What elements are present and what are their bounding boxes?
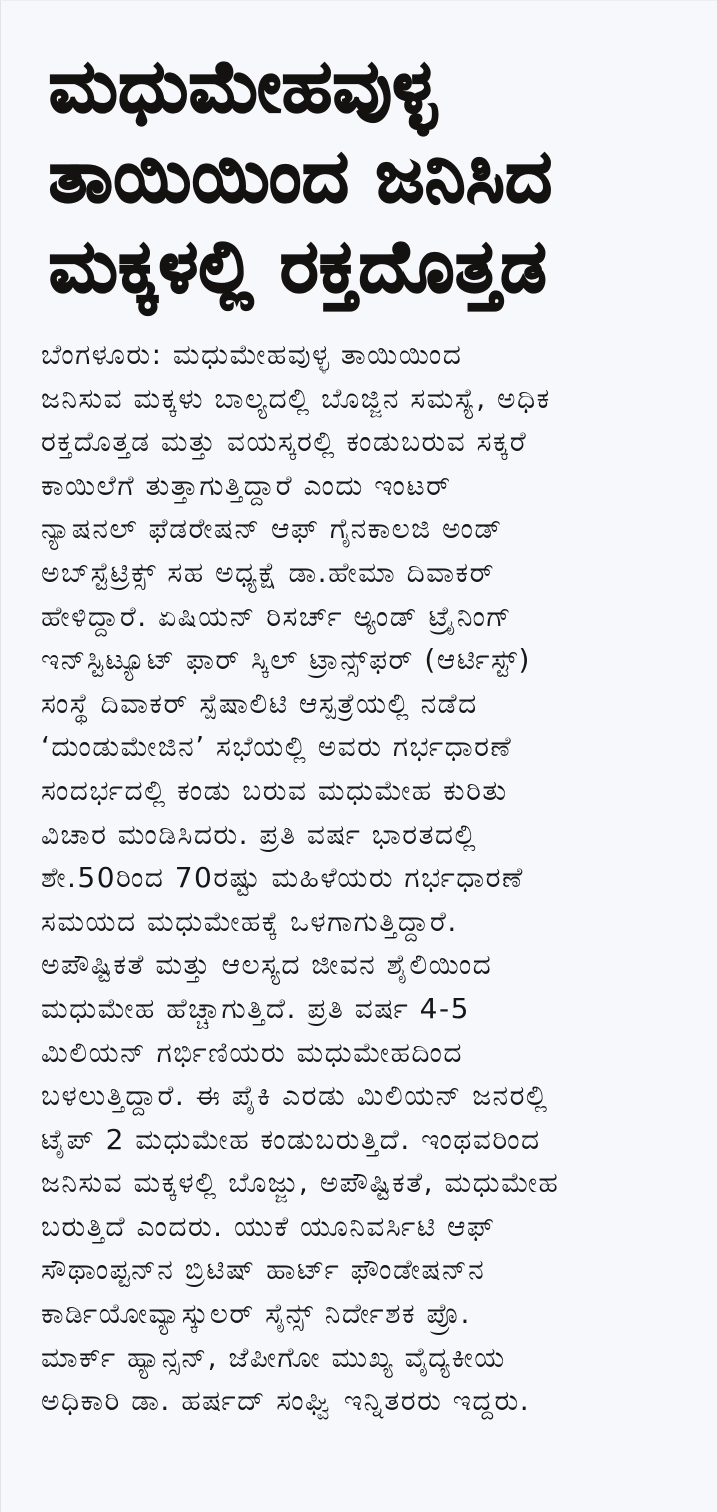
- body-line: ಕಾಯಿಲೆಗೆ ತುತ್ತಾಗುತ್ತಿದ್ದಾರೆ ಎಂದು ಇಂಟರ್: [41, 468, 452, 502]
- body-line: ರಕ್ತದೊತ್ತಡ ಮತ್ತು ವಯಸ್ಕರಲ್ಲಿ ಕಂಡುಬರುವ ಸಕ್ಕರೆ: [41, 425, 528, 459]
- body-line: ಮಿಲಿಯನ್ ಗರ್ಭಿಣಿಯರು ಮಧುಮೇಹದಿಂದ: [41, 1035, 463, 1069]
- body-line: ಸಮಯದ ಮಧುಮೇಹಕ್ಕೆ ಒಳಗಾಗುತ್ತಿದ್ದಾರೆ.: [41, 904, 458, 938]
- headline: [49, 41, 689, 311]
- body-line: ಅಪೌಷ್ಟಿಕತೆ ಮತ್ತು ಆಲಸ್ಯದ ಜೀವನ ಶೈಲಿಯಿಂದ: [41, 948, 493, 982]
- body-line: ಬಳಲುತ್ತಿದ್ದಾರೆ. ಈ ಪೈಕಿ ಎರಡು ಮಿಲಿಯನ್ ಜನರಲ್ಲಿ: [41, 1079, 549, 1113]
- body-line: ಮಾರ್ಕ್ ಹ್ಯಾನ್ಸನ್, ಜೆಪೀಗೋ ಮುಖ್ಯ ವೈದ್ಯಕೀಯ: [41, 1340, 506, 1374]
- body-line: ಬೆಂಗಳೂರು: ಮಧುಮೇಹವುಳ್ಳ ತಾಯಿಯಿಂದ: [41, 338, 463, 371]
- headline-line: ಮಧುಮೇಹವುಳ್ಳ: [49, 44, 438, 128]
- body-line: ಜನಿಸುವ ಮಕ್ಕಳಲ್ಲಿ ಬೊಜ್ಜು, ಅಪೌಷ್ಟಿಕತೆ, ಮಧುಮೇಹ: [41, 1166, 560, 1200]
- body-line: ಶೇ.50ರಿಂದ 70ರಷ್ಟು ಮಹಿಳೆಯರು ಗರ್ಭಧಾರಣೆ: [41, 861, 524, 895]
- article-body: [41, 333, 701, 1423]
- body-line: ಬರುತ್ತಿದೆ ಎಂದರು. ಯುಕೆ ಯೂನಿವರ್ಸಿಟಿ ಆಫ್: [41, 1209, 496, 1243]
- headline-line: ಮಕ್ಕಳಲ್ಲಿ ರಕ್ತದೊತ್ತಡ: [49, 224, 548, 308]
- body-line: ಇನ್‌ಸ್ಟಿಟ್ಯೂಟ್ ಫಾರ್ ಸ್ಕಿಲ್ ಟ್ರಾನ್ಸ್‌ಫರ್ (ಆರ್ಟಿಸ್ಟ್): [41, 643, 531, 677]
- body-line: ಟೈಪ್ 2 ಮಧುಮೇಹ ಕಂಡುಬರುತ್ತಿದೆ. ಇಂಥವರಿಂದ: [41, 1122, 541, 1156]
- body-line: ಜನಿಸುವ ಮಕ್ಕಳು ಬಾಲ್ಯದಲ್ಲಿ ಬೊಜ್ಜಿನ ಸಮಸ್ಯೆ, ಅಧಿಕ: [41, 381, 551, 415]
- body-line: ವಿಚಾರ ಮಂಡಿಸಿದರು. ಪ್ರತಿ ವರ್ಷ ಭಾರತದಲ್ಲಿ: [41, 817, 478, 851]
- body-line: ಅಧಿಕಾರಿ ಡಾ. ಹರ್ಷದ್ ಸಂಘ್ವಿ ಇನ್ನಿತರರು ಇದ್ದರು.: [41, 1384, 531, 1418]
- body-line: ಮಧುಮೇಹ ಹೆಚ್ಚಾಗುತ್ತಿದೆ. ಪ್ರತಿ ವರ್ಷ 4-5: [41, 991, 470, 1025]
- body-line: ಕಾರ್ಡಿಯೋವ್ಯಾಸ್ಕುಲರ್ ಸೈನ್ಸ್ ನಿರ್ದೇಶಕ ಪ್ರೊ.: [41, 1297, 471, 1331]
- body-line: ಸಂಸ್ಥೆ ದಿವಾಕರ್ ಸ್ಪೆಷಾಲಿಟಿ ಆಸ್ಪತ್ರೆಯಲ್ಲಿ ನಡೆದ: [41, 686, 478, 720]
- headline-line: ತಾಯಿಯಿಂದ ಜನಿಸಿದ: [49, 134, 553, 218]
- body-line: ‘ದುಂಡುಮೇಜಿನ’ ಸಭೆಯಲ್ಲಿ ಅವರು ಗರ್ಭಧಾರಣೆ: [41, 730, 513, 764]
- body-line: ಸಂದರ್ಭದಲ್ಲಿ ಕಂಡು ಬರುವ ಮಧುಮೇಹ ಕುರಿತು: [41, 773, 508, 807]
- body-line: ಅಬ್‌ಸ್ಟೆಟ್ರಿಕ್ಸ್ ಸಹ ಅಧ್ಯಕ್ಷೆ ಡಾ.ಹೇಮಾ ದಿವಾಕರ್: [41, 555, 496, 589]
- body-line: ಹೇಳಿದ್ದಾರೆ. ಏಷಿಯನ್ ರಿಸರ್ಚ್ ಅ್ಯಂಡ್ ಟ್ರೈನಿಂಗ್: [41, 599, 513, 633]
- body-line: ನ್ಯಾಷನಲ್ ಫೆಡರೇಷನ್ ಆಫ್ ಗೈನಕಾಲಜಿ ಅಂಡ್: [41, 512, 503, 546]
- body-line: ಸೌಥಾಂಪ್ಟನ್‌ನ ಬ್ರಿಟಿಷ್ ಹಾರ್ಟ್ ಫೌಂಡೇಷನ್‌ನ: [41, 1253, 486, 1287]
